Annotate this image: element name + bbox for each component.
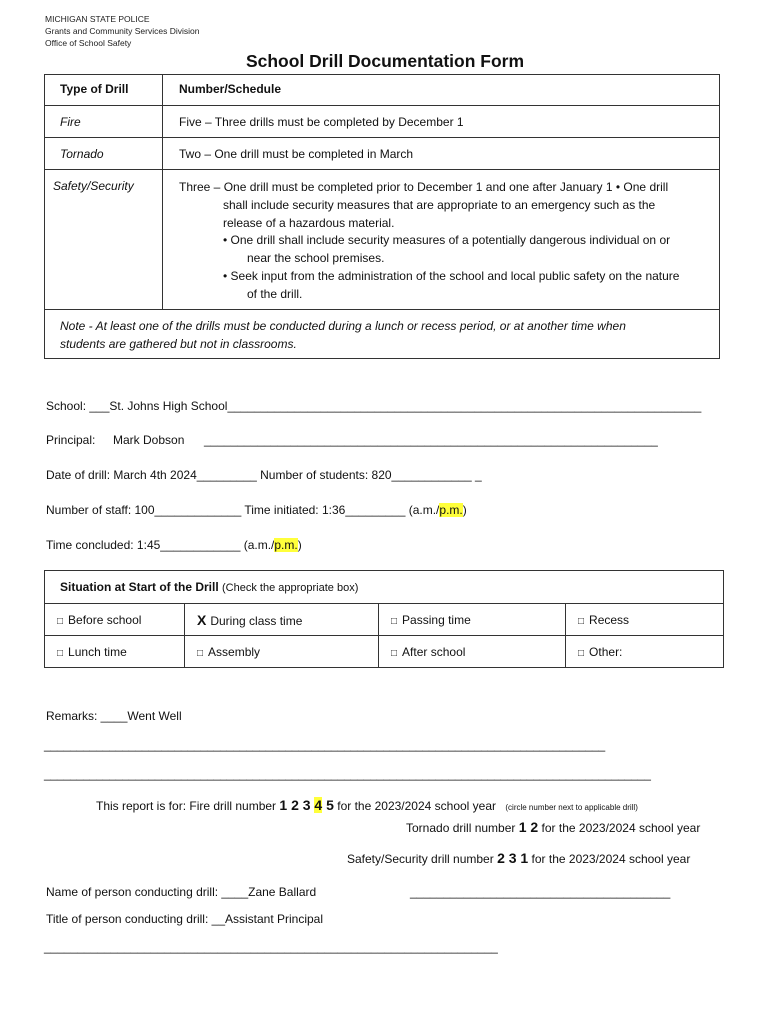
principal-field[interactable]: Mark Dobson — [113, 433, 185, 447]
circle-hint: (circle number next to applicable drill) — [505, 803, 638, 812]
situation-subtitle: (Check the appropriate box) — [222, 582, 359, 594]
fire-drill-number-5: 5 — [322, 797, 334, 813]
fire-drill-numbers: 1 2 3 — [279, 797, 315, 813]
staff-time-field[interactable] — [46, 503, 467, 517]
safety-drill-numbers: 2 3 1 — [497, 850, 529, 866]
option-label: Recess — [589, 612, 630, 627]
drill-requirements-table — [44, 74, 720, 359]
pm-highlight: p.m. — [274, 538, 298, 552]
pm-highlight: p.m. — [439, 503, 463, 517]
table-row — [45, 106, 720, 138]
schedule-text: release of a hazardous material. — [223, 215, 395, 230]
table-row — [45, 170, 720, 310]
division-name: Grants and Community Services Division — [45, 26, 200, 36]
option-passing-time[interactable] — [379, 604, 566, 636]
option-label: After school — [402, 644, 466, 659]
situation-title-cell — [45, 571, 724, 604]
drill-type-security: Safety/Security — [45, 170, 163, 310]
option-label: Assembly — [208, 644, 261, 659]
checkbox-icon: □ — [197, 647, 204, 659]
col-header-schedule: Number/Schedule — [163, 75, 720, 106]
checkbox-icon: □ — [578, 647, 585, 659]
checkbox-icon: □ — [578, 615, 585, 627]
situation-title: Situation at Start of the Drill — [60, 580, 219, 594]
checkbox-icon: □ — [57, 615, 64, 627]
option-other[interactable] — [566, 636, 724, 668]
close-paren: ) — [462, 503, 467, 517]
schedule-text: shall include security measures that are appropriate to an emergency such as the — [223, 197, 656, 212]
tornado-prefix: Tornado drill number — [406, 821, 519, 835]
time-concluded-field[interactable] — [46, 538, 302, 552]
option-lunch-time[interactable] — [45, 636, 185, 668]
principal-blank: ____________________________________________________________________ — [204, 433, 658, 447]
signature-line[interactable]: _______________________________________ — [410, 885, 671, 899]
remarks-line-2[interactable]: _____________________________________________________________________________________________ — [44, 767, 651, 781]
time-concluded-text: Time concluded: 1:45____________ (a.m./ — [46, 538, 275, 552]
safety-suffix: for the 2023/2024 school year — [528, 852, 691, 866]
staff-time-text: Number of staff: 100_____________ Time initiated: 1:36_________ (a.m./ — [46, 503, 440, 517]
conductor-title-field[interactable]: Title of person conducting drill: __Assistant Principal — [46, 912, 324, 926]
situation-table — [44, 570, 724, 668]
tornado-suffix: for the 2023/2024 school year — [538, 821, 701, 835]
option-label: Lunch time — [68, 644, 127, 659]
note-text: Note - At least one of the drills must be conducted during a lunch or recess period, or at another time when — [60, 319, 626, 333]
drill-note — [45, 310, 720, 359]
form-title: School Drill Documentation Form — [245, 51, 525, 71]
table-row — [45, 138, 720, 170]
option-label: Other: — [589, 644, 623, 659]
check-x-icon: X — [197, 611, 207, 628]
schedule-text: of the drill. — [247, 286, 303, 301]
drill-schedule-tornado: Two – One drill must be completed in March — [163, 138, 720, 170]
safety-prefix: Safety/Security drill number — [347, 852, 498, 866]
schedule-text: • Seek input from the administration of the school and local public safety on the nature — [223, 268, 680, 283]
option-before-school[interactable] — [45, 604, 185, 636]
bottom-signature-line[interactable]: ____________________________________________________________________ — [44, 940, 498, 954]
checkbox-icon: □ — [391, 615, 398, 627]
tornado-drill-numbers: 1 2 — [518, 819, 539, 835]
fire-drill-selected[interactable]: 4 — [314, 797, 323, 813]
schedule-text: Three – One drill must be completed prior to December 1 and one after January 1 • One drill — [179, 180, 669, 194]
option-during-class[interactable] — [185, 604, 379, 636]
drill-schedule-fire: Five – Three drills must be completed by December 1 — [163, 106, 720, 138]
option-label: During class time — [210, 613, 303, 628]
note-text: students are gathered but not in classrooms. — [60, 336, 297, 351]
safety-drill-report — [347, 850, 690, 866]
option-after-school[interactable] — [379, 636, 566, 668]
drill-type-fire: Fire — [45, 106, 163, 138]
checkbox-icon: □ — [391, 647, 398, 659]
col-header-type: Type of Drill — [45, 75, 163, 106]
option-recess[interactable] — [566, 604, 724, 636]
drill-type-tornado: Tornado — [45, 138, 163, 170]
conductor-name-field[interactable]: Name of person conducting drill: ____Zane Ballard — [46, 885, 317, 899]
fire-suffix: for the 2023/2024 school year — [333, 799, 497, 813]
drill-schedule-security — [163, 170, 720, 310]
checkbox-icon: □ — [57, 647, 64, 659]
tornado-drill-report — [406, 819, 700, 835]
fire-drill-report — [96, 797, 638, 813]
date-students-field[interactable]: Date of drill: March 4th 2024_________ Number of students: 820____________ _ — [46, 468, 482, 482]
option-assembly[interactable] — [185, 636, 379, 668]
schedule-text: • One drill shall include security measures of a potentially dangerous individual on or — [223, 233, 671, 248]
office-name: Office of School Safety — [45, 38, 132, 48]
remarks-line-1[interactable]: ______________________________________________________________________________________ — [44, 738, 606, 752]
school-field[interactable]: School: ___St. Johns High School_______________________________________________________________________ — [46, 399, 702, 413]
remarks-field[interactable]: Remarks: ____Went Well — [46, 709, 182, 723]
option-label: Passing time — [402, 612, 471, 627]
fire-prefix: This report is for: Fire drill number — [96, 799, 280, 813]
schedule-text: near the school premises. — [247, 251, 385, 266]
principal-label: Principal: — [46, 433, 96, 447]
close-paren: ) — [297, 538, 302, 552]
agency-name: MICHIGAN STATE POLICE — [45, 14, 150, 24]
option-label: Before school — [68, 612, 142, 627]
